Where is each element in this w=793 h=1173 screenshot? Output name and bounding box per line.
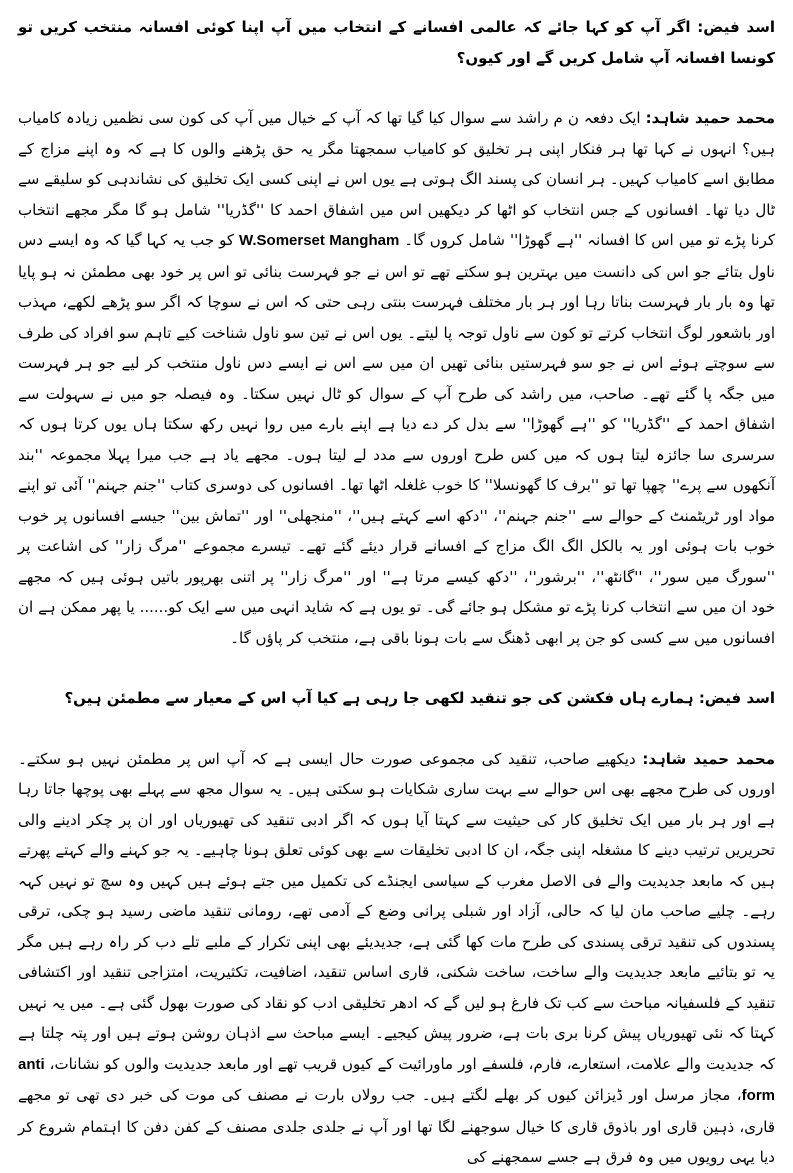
answer-2-speaker: محمد حمید شاہد:	[642, 749, 775, 768]
answer-1-speaker: محمد حمید شاہد:	[645, 109, 775, 127]
answer-2-text-part-2: ، مجاز مرسل اور ڈیزائن کیوں کر بھلے لگتے ہیں۔ جب رولاں بارت نے مصنف کی موت کی خبر دی تھی تو مجھے قاری، ذہین قاری اور باذوق قاری کا خیال سوجھنے لگا تھا اور آپ نے جلدی جلدی مصنف کے کفن دفن کا اہتمام شروع کر دیا یہی رویوں میں وہ فرق ہے جسے سمجھنے کی	[18, 1086, 775, 1166]
answer-1-text-part-1: ایک دفعہ ن م راشد سے سوال کیا گیا تھا کہ آپ کے خیال میں آپ کی کون سی نظمیں زیادہ کامیاب ہیں؟ انہوں نے کہا تھا ہر فنکار اپنی ہر تخلیق کو کامیاب سمجھتا مگر یہ حق پڑھنے والوں کا ہے کہ وہ اپنے مزاج کے مطابق اسے کامیاب کہیں۔ ہر انسان کی پسند الگ ہوتی ہے یوں اس نے اپنی کسی ایک تخلیق کی نشاندہی کو سلیقے سے ٹال دیا تھا۔ افسانوں کے جس انتخاب کو اٹھا کر دیکھیں اس میں اشفاق احمد کا ''گڈریا'' شامل ہو گا مگر مجھے انتخاب کرنا پڑے تو میں اس کا افسانہ ''ہے گھوڑا'' شامل کروں گا۔	[18, 109, 775, 249]
question-1-text: اگر آپ کو کہا جائے کہ عالمی افسانے کے انتخاب میں آپ اپنا کوئی افسانہ منتخب کریں تو کونسا افسانہ آپ شامل کریں گے اور کیوں؟	[18, 18, 775, 67]
question-2-text: ہمارے ہاں فکشن کی جو تنقید لکھی جا رہی ہے کیا آپ اس کے معیار سے مطمئن ہیں؟	[64, 689, 699, 707]
question-2	[18, 683, 775, 714]
answer-1-text-part-2: کو جب یہ کہا گیا کہ وہ ایسے دس ناول بتائے جو اس کی دانست میں بہترین ہو سکتے تھے تو اس نے جو فہرست بنائی تو اس پر خود بھی مطمئن نہ ہو پایا تھا وہ بار بار فہرست بناتا رہا اور ہر بار مختلف فہرست بنتی رہی حتی کہ اس نے سوچا کہ اگر سو پڑھے لکھے، مہذب اور باشعور لوگ انتخاب کرتے تو کون سے ناول توجہ پا لیتے۔ یوں اس نے تین سو ناول شناخت کیے تاہم سو افراد کی طرف سے سوچتے ہوئے اس نے جو سو فہرستیں بنائی تھیں ان میں سے اس نے ایسے دس ناول منتخب کر لیے جو ہر فہرست میں جگہ پا گئے تھے۔ صاحب، میں راشد کی طرح آپ کے سوال کو ٹال نہیں سکتا۔ وہ فیصلہ جو میں نے سہولت سے اشفاق احمد کے ''گڈریا'' کو ''ہے گھوڑا'' سے بدل کر دے دیا ہے اپنے بارے میں روا نہیں رکھ سکتا ہاں یوں کرتا ہوں کہ سرسری سا جائزہ لیتا ہوں کہ میں کس طرح اوروں سے مدد لے لیتا ہوں۔ مجھے یاد ہے جب میرا پہلا مجموعہ ''بند آنکھوں سے پرے'' چھپا تھا تو ''برف کا گھونسلا'' کا خوب غلغلہ اٹھا تھا۔ افسانوں کی دوسری کتاب ''جنم جہنم'' آئی تو اپنے مواد اور ٹریٹمنٹ کے حوالے سے ''جنم جہنم''، ''دکھ اسے کہتے ہیں''، ''منجھلی'' اور ''تماش بین'' جیسے افسانوں پر خوب خوب بات ہوئی اور یہ بالکل الگ الگ مزاج کے افسانے قرار دیئے گئے تھے۔ تیسرے مجموعے ''مرگ زار'' کی اشاعت پر ''سورگ میں سور''، ''گانٹھ''، ''برشور''، ''دکھ کیسے مرتا ہے'' اور ''مرگ زار'' پر اتنی بھرپور باتیں ہوئی ہیں کہ مجھے خود ان میں سے انتخاب کرنا پڑے تو مشکل ہو جائے گی۔ تو یوں ہے کہ شاید انہی میں سے ایک کو...... یا پھر ممکن ہے ان افسانوں میں سے کسی کو جن پر ابھی ڈھنگ سے بات ہونا باقی ہے، منتخب کر پاؤں گا۔	[18, 231, 775, 647]
answer-2-latin-term: anti form	[18, 1055, 775, 1104]
answer-2	[18, 744, 775, 1173]
interview-page	[18, 12, 776, 1166]
answer-1-latin-name: W.Somerset Mangham	[239, 232, 400, 249]
question-2-speaker: اسد فیض:	[698, 689, 775, 707]
question-1	[18, 12, 775, 73]
question-1-speaker: اسد فیض:	[697, 18, 776, 36]
answer-1	[18, 103, 775, 653]
answer-2-text-part-1: دیکھیے صاحب، تنقید کی مجموعی صورت حال ایسی ہے کہ آپ اس پر مطمئن نہیں ہو سکتے۔ اوروں کی طرح مجھے بھی اس حوالے سے بہت ساری شکایات ہو سکتی ہیں۔ یہ سوال مجھ سے پہلے بھی پوچھا جاتا رہا ہے اور ہر بار میں ایک تخلیق کار کی حیثیت سے کہتا آیا ہوں کہ اگر ادبی تنقید کی تھیوریاں اور ان پر چکر ادینے والی تحریریں ترتیب دینے کا مشغلہ اپنی جگہ، ان کا ادبی تخلیقات سے بھی کوئی تعلق ہونا چاہیے۔ یہ جو کہنے والے کہتے پھرتے ہیں کہ مابعد جدیدیت والے فی الاصل مغرب کے سیاسی ایجنڈے کی تکمیل میں جتے ہوئے ہیں کہیں وہ سچ تو نہیں کہہ رہے۔ چلیے صاحب مان لیا کہ حالی، آزاد اور شبلی پرانی وضع کے آدمی تھے، رومانی تنقید ماضی رسید ہو چکی، ترقی پسندوں کی تنقید ترقی پسندی کی طرح مات کھا گئی ہے، جدیدیئے بھی اپنی تکرار کے ملبے تلے دب کر راہ رہے ہیں مگر یہ تو بتائیے مابعد جدیدیت والے ساخت، ساخت شکنی، قاری اساس تنقید، اضافیت، تکثیریت، امتزاجی تنقید اور اکتشافی تنقید کے فلسفیانہ مباحث سے کب تک فارغ ہو لیں گے کہ ادھر تخلیقی ادب کو نقاد کی صورت بھول گئی ہے۔ میں یہ نہیں کہتا کہ نئی تھیوریاں پیش کرنا بری بات ہے، ضرور پیش کیجیے۔ ایسے مباحث سے اذہان روشن ہوتے ہیں اور پتہ چلتا ہے کہ جدیدیت والے علامت، استعارے، فارم، فلسفے اور ماورائیت کے کیوں قریب تھے اور مابعد جدیدیت والوں کو نشانات،	[18, 749, 775, 1073]
